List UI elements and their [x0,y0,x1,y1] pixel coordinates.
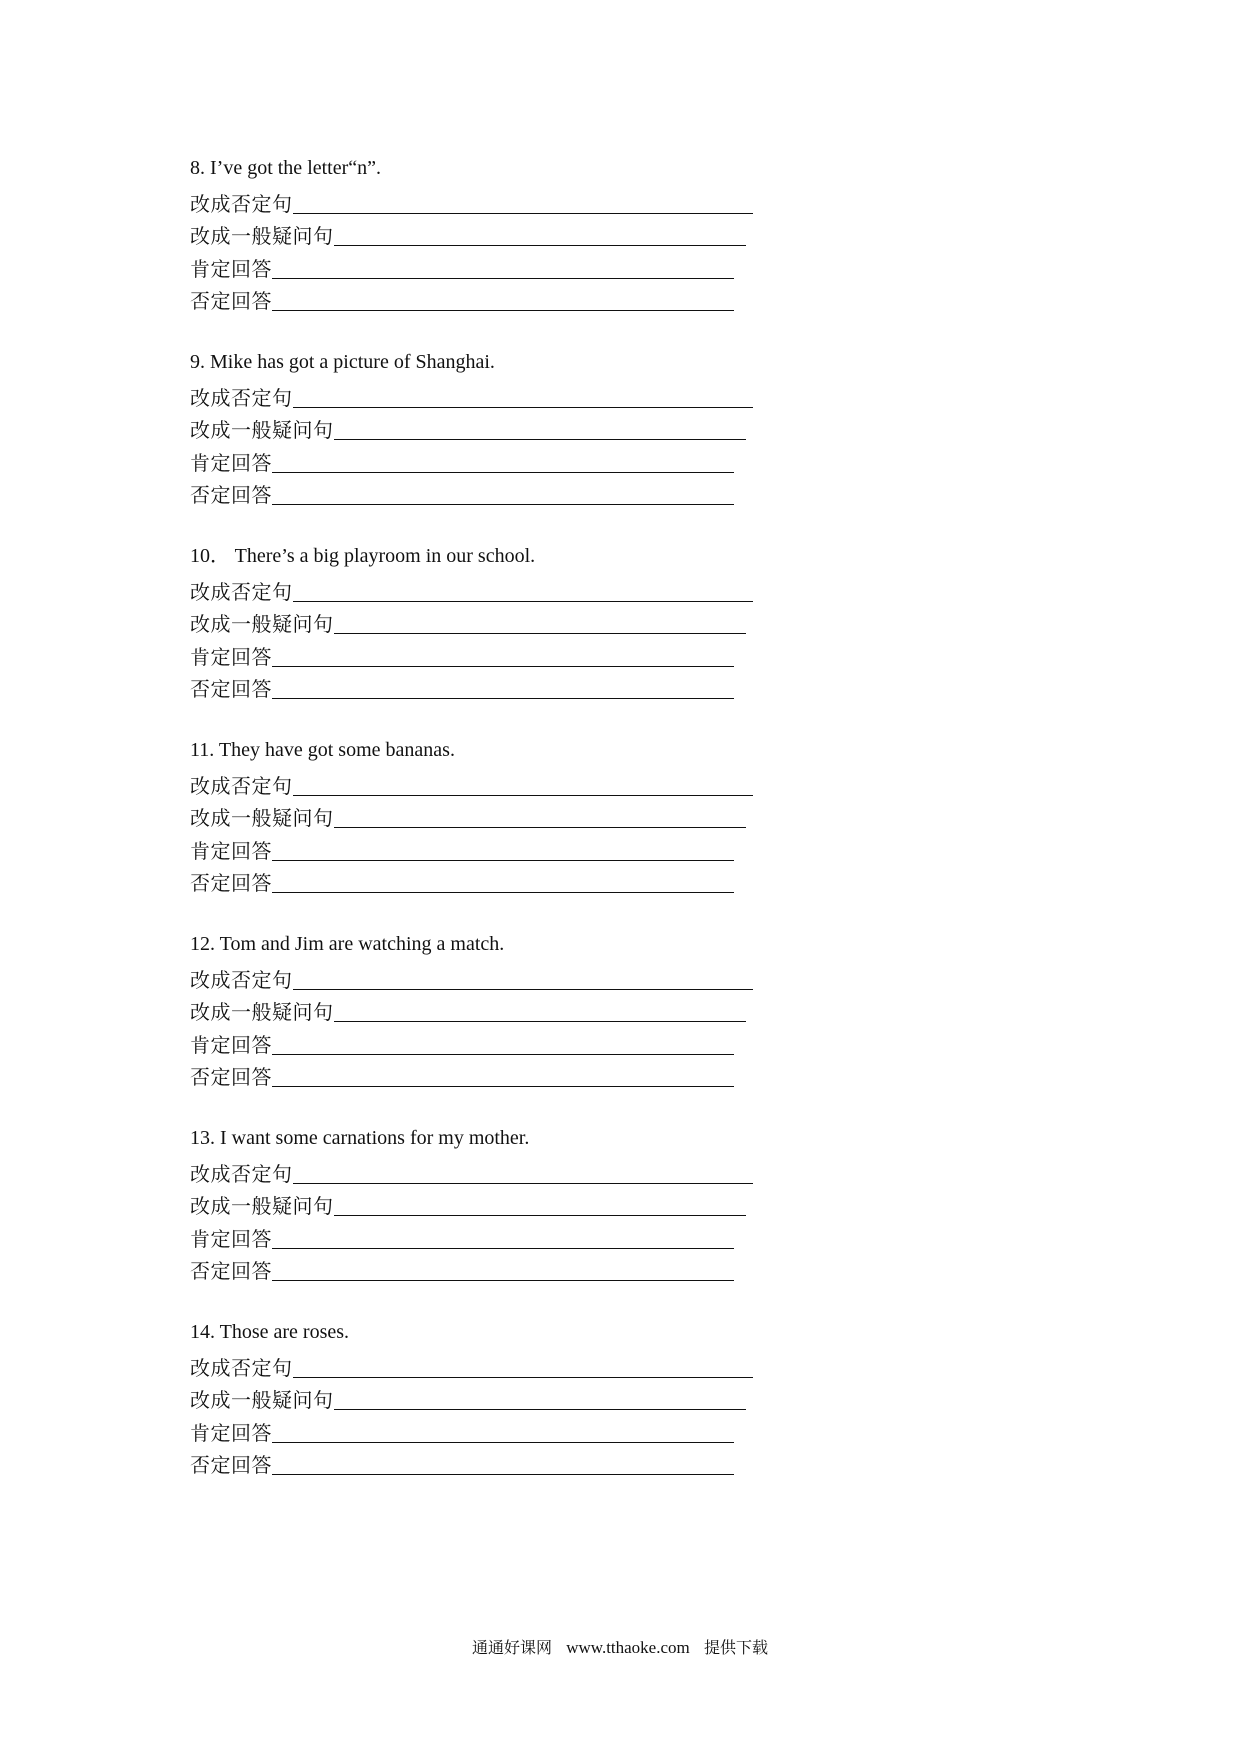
answer-blank[interactable] [272,504,734,505]
answer-blank[interactable] [272,1054,734,1055]
answer-blank[interactable] [334,1409,746,1410]
answer-blank[interactable] [293,1377,753,1378]
question-number: 14. [190,1321,215,1343]
question-sentence: Mike has got a picture of Shanghai. [210,351,495,373]
answer-row-negative [190,572,790,605]
answer-row-yes [190,1413,790,1446]
answer-blank[interactable] [293,989,753,990]
answer-label-no: 否定回答 [190,871,272,895]
footer-site-name: 通通好课网 [471,1638,552,1657]
answer-label-question: 改成一般疑问句 [190,806,334,830]
answer-blank[interactable] [334,827,746,828]
question-number: 10． [190,545,230,567]
question-number: 9. [190,351,205,373]
page-footer [0,1636,1240,1660]
answer-blank[interactable] [272,892,734,893]
question-title [190,540,790,572]
question-title [190,152,790,184]
question-sentence: Tom and Jim are watching a match. [219,933,505,955]
answer-row-question [190,411,790,444]
answer-blank[interactable] [293,601,753,602]
answer-label-question: 改成一般疑问句 [190,1000,334,1024]
question-sentence: Those are roses. [219,1321,350,1343]
answer-label-yes: 肯定回答 [190,1420,272,1445]
answer-label-no: 否定回答 [190,483,272,507]
answer-label-negative: 改成否定句 [190,1355,293,1380]
answer-row-question [190,799,790,832]
answer-row-no [190,1058,790,1091]
answer-row-yes [190,637,790,670]
answer-blank[interactable] [272,278,734,279]
answer-label-yes: 肯定回答 [190,1226,272,1251]
answer-blank[interactable] [334,439,746,440]
answer-row-yes [190,831,790,864]
answer-blank[interactable] [272,1280,734,1281]
answer-blank[interactable] [334,633,746,634]
question-13 [190,1122,790,1284]
answer-blank[interactable] [272,310,734,311]
answer-label-negative: 改成否定句 [190,1161,293,1186]
question-title [190,1122,790,1154]
answer-row-yes [190,1025,790,1058]
answer-row-no [190,1446,790,1479]
answer-row-question [190,1187,790,1220]
answer-row-negative [190,184,790,217]
answer-row-negative [190,766,790,799]
answer-blank[interactable] [293,213,753,214]
answer-label-negative: 改成否定句 [190,967,293,992]
answer-label-yes: 肯定回答 [190,644,272,669]
answer-blank[interactable] [272,1442,734,1443]
answer-blank[interactable] [272,666,734,667]
answer-row-no [190,1252,790,1285]
question-number: 11. [190,739,215,761]
answer-label-negative: 改成否定句 [190,773,293,798]
question-8 [190,152,790,314]
answer-label-yes: 肯定回答 [190,256,272,281]
answer-blank[interactable] [334,245,746,246]
answer-row-negative [190,1154,790,1187]
answer-row-no [190,864,790,897]
answer-label-no: 否定回答 [190,1065,272,1089]
answer-blank[interactable] [272,1086,734,1087]
answer-label-yes: 肯定回答 [190,450,272,475]
question-title [190,928,790,960]
answer-label-yes: 肯定回答 [190,838,272,863]
answer-label-no: 否定回答 [190,677,272,701]
answer-blank[interactable] [272,698,734,699]
question-sentence: They have got some bananas. [218,739,455,761]
answer-row-negative [190,960,790,993]
footer-suffix: 提供下载 [704,1638,769,1657]
answer-blank[interactable] [334,1215,746,1216]
question-sentence: I want some carnations for my mother. [220,1127,530,1149]
answer-blank[interactable] [293,1183,753,1184]
answer-label-question: 改成一般疑问句 [190,224,334,248]
answer-label-question: 改成一般疑问句 [190,418,334,442]
answer-label-question: 改成一般疑问句 [190,1388,334,1412]
answer-row-question [190,217,790,250]
answer-row-negative [190,1348,790,1381]
answer-label-no: 否定回答 [190,1453,272,1477]
question-number: 12. [190,933,215,955]
answer-row-yes [190,1219,790,1252]
question-9 [190,346,790,508]
question-title [190,734,790,766]
answer-blank[interactable] [272,1474,734,1475]
question-11 [190,734,790,896]
question-12 [190,928,790,1090]
question-14 [190,1316,790,1478]
question-sentence: There’s a big playroom in our school. [234,545,536,567]
answer-blank[interactable] [272,1248,734,1249]
answer-blank[interactable] [293,795,753,796]
answer-label-no: 否定回答 [190,1259,272,1283]
question-title [190,1316,790,1348]
answer-row-question [190,1381,790,1414]
answer-label-no: 否定回答 [190,289,272,313]
answer-blank[interactable] [272,860,734,861]
answer-row-no [190,282,790,315]
answer-row-negative [190,378,790,411]
answer-row-question [190,993,790,1026]
question-number: 8. [190,157,205,179]
answer-row-question [190,605,790,638]
answer-row-yes [190,443,790,476]
question-number: 13. [190,1127,215,1149]
question-sentence: I’ve got the letter“n”. [210,157,382,179]
footer-url[interactable]: www.tthaoke.com [566,1638,690,1657]
answer-label-question: 改成一般疑问句 [190,612,334,636]
answer-blank[interactable] [334,1021,746,1022]
answer-blank[interactable] [293,407,753,408]
question-title [190,346,790,378]
answer-label-question: 改成一般疑问句 [190,1194,334,1218]
answer-row-no [190,476,790,509]
answer-row-yes [190,249,790,282]
question-10 [190,540,790,702]
answer-row-no [190,670,790,703]
answer-label-yes: 肯定回答 [190,1032,272,1057]
answer-blank[interactable] [272,472,734,473]
answer-label-negative: 改成否定句 [190,191,293,216]
answer-label-negative: 改成否定句 [190,385,293,410]
answer-label-negative: 改成否定句 [190,579,293,604]
